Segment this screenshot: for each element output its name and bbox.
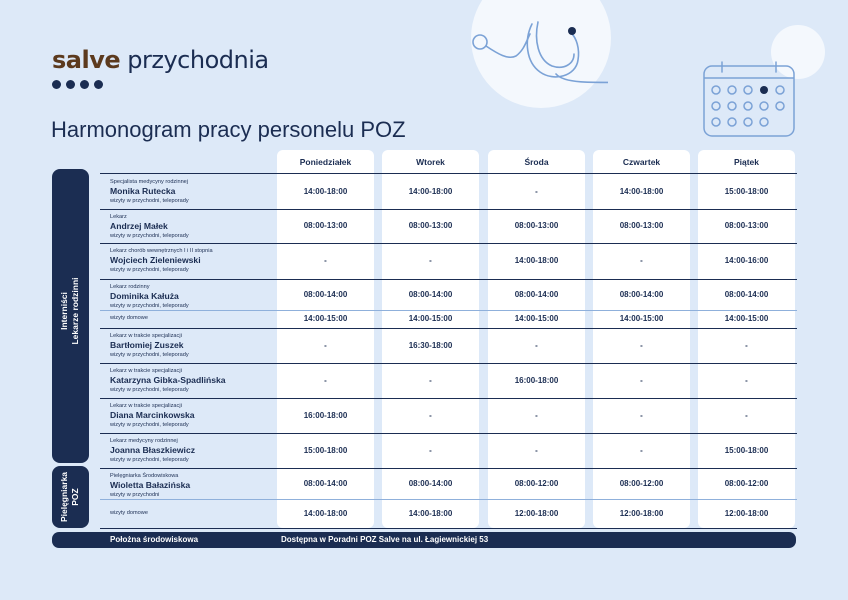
schedule-cell: - (324, 340, 327, 350)
logo-word: przychodnia (127, 46, 269, 74)
staff-info (110, 332, 280, 359)
schedule-cell: - (429, 256, 432, 265)
schedule-cell: 14:00-15:00 (724, 314, 769, 323)
logo-brand: salve (52, 46, 121, 74)
staff-info (110, 367, 280, 394)
row-divider (100, 363, 797, 364)
staff-role: Lekarz w trakcie specjalizacji (110, 368, 182, 374)
staff-role: Lekarz chorób wewnętrznych I i II stopnia (110, 248, 213, 254)
row-divider (100, 209, 797, 210)
schedule-cell: 15:00-18:00 (303, 445, 348, 455)
staff-visit-type: wizyty w przychodni, teleporady (110, 422, 189, 428)
day-header: Wtorek (416, 157, 445, 167)
staff-visit-type: wizyty w przychodni, teleporady (110, 352, 189, 358)
schedule-cell: 08:00-13:00 (619, 221, 664, 230)
schedule-cell: 12:00-18:00 (619, 508, 664, 518)
schedule-cell: - (745, 410, 748, 420)
schedule-cell: 12:00-18:00 (724, 508, 769, 518)
schedule-cell: 14:00-18:00 (408, 186, 453, 196)
schedule-cell: 16:30-18:00 (408, 340, 453, 350)
row-divider (100, 528, 797, 529)
schedule-cell: - (324, 256, 327, 265)
schedule-cell: - (429, 410, 432, 420)
staff-info (110, 247, 280, 274)
schedule-cell: - (640, 410, 643, 420)
schedule-cell: 15:00-18:00 (724, 186, 769, 196)
schedule-cell: - (745, 375, 748, 385)
schedule-cell: 15:00-18:00 (724, 445, 769, 455)
schedule-cell: 08:00-13:00 (724, 221, 769, 230)
schedule-cell: 08:00-14:00 (724, 289, 769, 299)
staff-name: Diana Marcinkowska (110, 410, 195, 420)
schedule-cell: 14:00-18:00 (303, 508, 348, 518)
schedule-cell: - (640, 340, 643, 350)
footer-text: Dostępna w Poradni POZ Salve na ul. Łagiewnickiej 53 (281, 535, 489, 544)
page-title: Harmonogram pracy personelu POZ (51, 117, 406, 142)
staff-name: Monika Rutecka (110, 186, 176, 196)
staff-role: Lekarz medycyny rodzinnej (110, 438, 178, 444)
staff-visit-type: wizyty w przychodni, teleporady (110, 303, 189, 309)
schedule-cell: 14:00-18:00 (619, 186, 664, 196)
staff-info (110, 178, 280, 205)
schedule-cell: 08:00-14:00 (514, 289, 559, 299)
staff-info (110, 437, 280, 464)
row-divider (100, 243, 797, 244)
staff-info (110, 472, 280, 499)
day-column (698, 150, 795, 528)
schedule-cell: - (535, 445, 538, 455)
schedule-cell: - (640, 256, 643, 265)
day-column (488, 150, 585, 528)
staff-name: Dominika Kałuża (110, 291, 179, 301)
schedule-cell: - (640, 445, 643, 455)
schedule-cell: 08:00-13:00 (514, 221, 559, 230)
staff-info (110, 283, 280, 310)
staff-role: Lekarz rodzinny (110, 284, 150, 290)
row-divider (100, 398, 797, 399)
footer-label: Położna środowiskowa (110, 535, 199, 544)
schedule-cell: 14:00-18:00 (303, 186, 348, 196)
schedule-cell: 08:00-14:00 (303, 289, 348, 299)
logo-dots (52, 80, 103, 89)
schedule-cell: 08:00-12:00 (619, 478, 664, 488)
sub-row-divider (100, 499, 797, 500)
day-column (277, 150, 374, 528)
staff-name: Wojciech Zieleniewski (110, 255, 201, 265)
sub-row-label: wizyty domowe (110, 509, 148, 516)
schedule-cell: - (429, 445, 432, 455)
sub-row-label: wizyty domowe (110, 315, 148, 321)
staff-name: Katarzyna Gibka-Spadlińska (110, 375, 226, 385)
stethoscope-icon (468, 20, 608, 100)
staff-visit-type: wizyty w przychodni, teleporady (110, 267, 189, 273)
schedule-cell: - (429, 375, 432, 385)
staff-visit-type: wizyty w przychodni, teleporady (110, 457, 189, 463)
schedule-cell: 08:00-14:00 (619, 289, 664, 299)
schedule-cell: 08:00-12:00 (724, 478, 769, 488)
schedule-cell: - (535, 410, 538, 420)
schedule-cell: 14:00-15:00 (514, 314, 559, 323)
schedule-cell: - (745, 340, 748, 350)
schedule-cell: 08:00-14:00 (303, 478, 348, 488)
row-divider (100, 173, 797, 174)
schedule-cell: 16:00-18:00 (514, 375, 559, 385)
schedule-cell: 14:00-15:00 (303, 314, 348, 323)
day-column (593, 150, 690, 528)
staff-role: Pielęgniarka Środowiskowa (110, 473, 179, 479)
day-header: Piątek (733, 157, 760, 167)
schedule-cell: - (535, 186, 538, 196)
staff-visit-type: wizyty w przychodni (110, 492, 160, 498)
staff-name: Andrzej Małek (110, 221, 168, 231)
staff-role: Lekarz (110, 214, 127, 220)
schedule-cell: 08:00-13:00 (408, 221, 453, 230)
sub-row-divider (100, 310, 797, 311)
calendar-icon (700, 60, 800, 140)
schedule-cell: - (640, 375, 643, 385)
schedule-cell: 14:00-16:00 (724, 256, 769, 265)
staff-visit-type: wizyty w przychodni, teleporady (110, 387, 189, 393)
day-header: Czwartek (622, 157, 661, 167)
staff-visit-type: wizyty w przychodni, teleporady (110, 233, 189, 239)
row-divider (100, 279, 797, 280)
schedule-cell: 14:00-18:00 (514, 256, 559, 265)
day-header: Środa (524, 157, 549, 167)
row-divider (100, 433, 797, 434)
schedule-cell: 14:00-15:00 (408, 314, 453, 323)
staff-role: Lekarz w trakcie specjalizacji (110, 333, 182, 339)
staff-visit-type: wizyty w przychodni, teleporady (110, 198, 189, 204)
day-column (382, 150, 479, 528)
group-label-nurse: Pielęgniarka POZ (59, 471, 80, 523)
schedule-cell: 14:00-15:00 (619, 314, 664, 323)
staff-role: Specjalista medycyny rodzinnej (110, 179, 189, 185)
schedule-cell: 08:00-14:00 (408, 289, 453, 299)
schedule-cell: 08:00-12:00 (514, 478, 559, 488)
schedule-cell: - (324, 375, 327, 385)
group-label-doctors: Interniści Lekarze rodzinni (59, 277, 80, 345)
row-divider (100, 468, 797, 469)
staff-name: Wioletta Bałazińska (110, 480, 191, 490)
schedule-cell: 14:00-18:00 (408, 508, 453, 518)
schedule-cell: 08:00-13:00 (303, 221, 348, 230)
staff-role: Lekarz w trakcie specjalizacji (110, 403, 182, 409)
day-header: Poniedziałek (299, 157, 352, 167)
schedule-cell: 08:00-14:00 (408, 478, 453, 488)
staff-info (110, 213, 280, 240)
logo (52, 46, 269, 74)
staff-name: Bartłomiej Zuszek (110, 340, 184, 350)
schedule-cell: 16:00-18:00 (303, 410, 348, 420)
footer-bar (52, 532, 796, 548)
schedule-cell: 12:00-18:00 (514, 508, 559, 518)
staff-info (110, 402, 280, 429)
staff-name: Joanna Błaszkiewicz (110, 445, 196, 455)
row-divider (100, 328, 797, 329)
schedule-cell: - (535, 340, 538, 350)
